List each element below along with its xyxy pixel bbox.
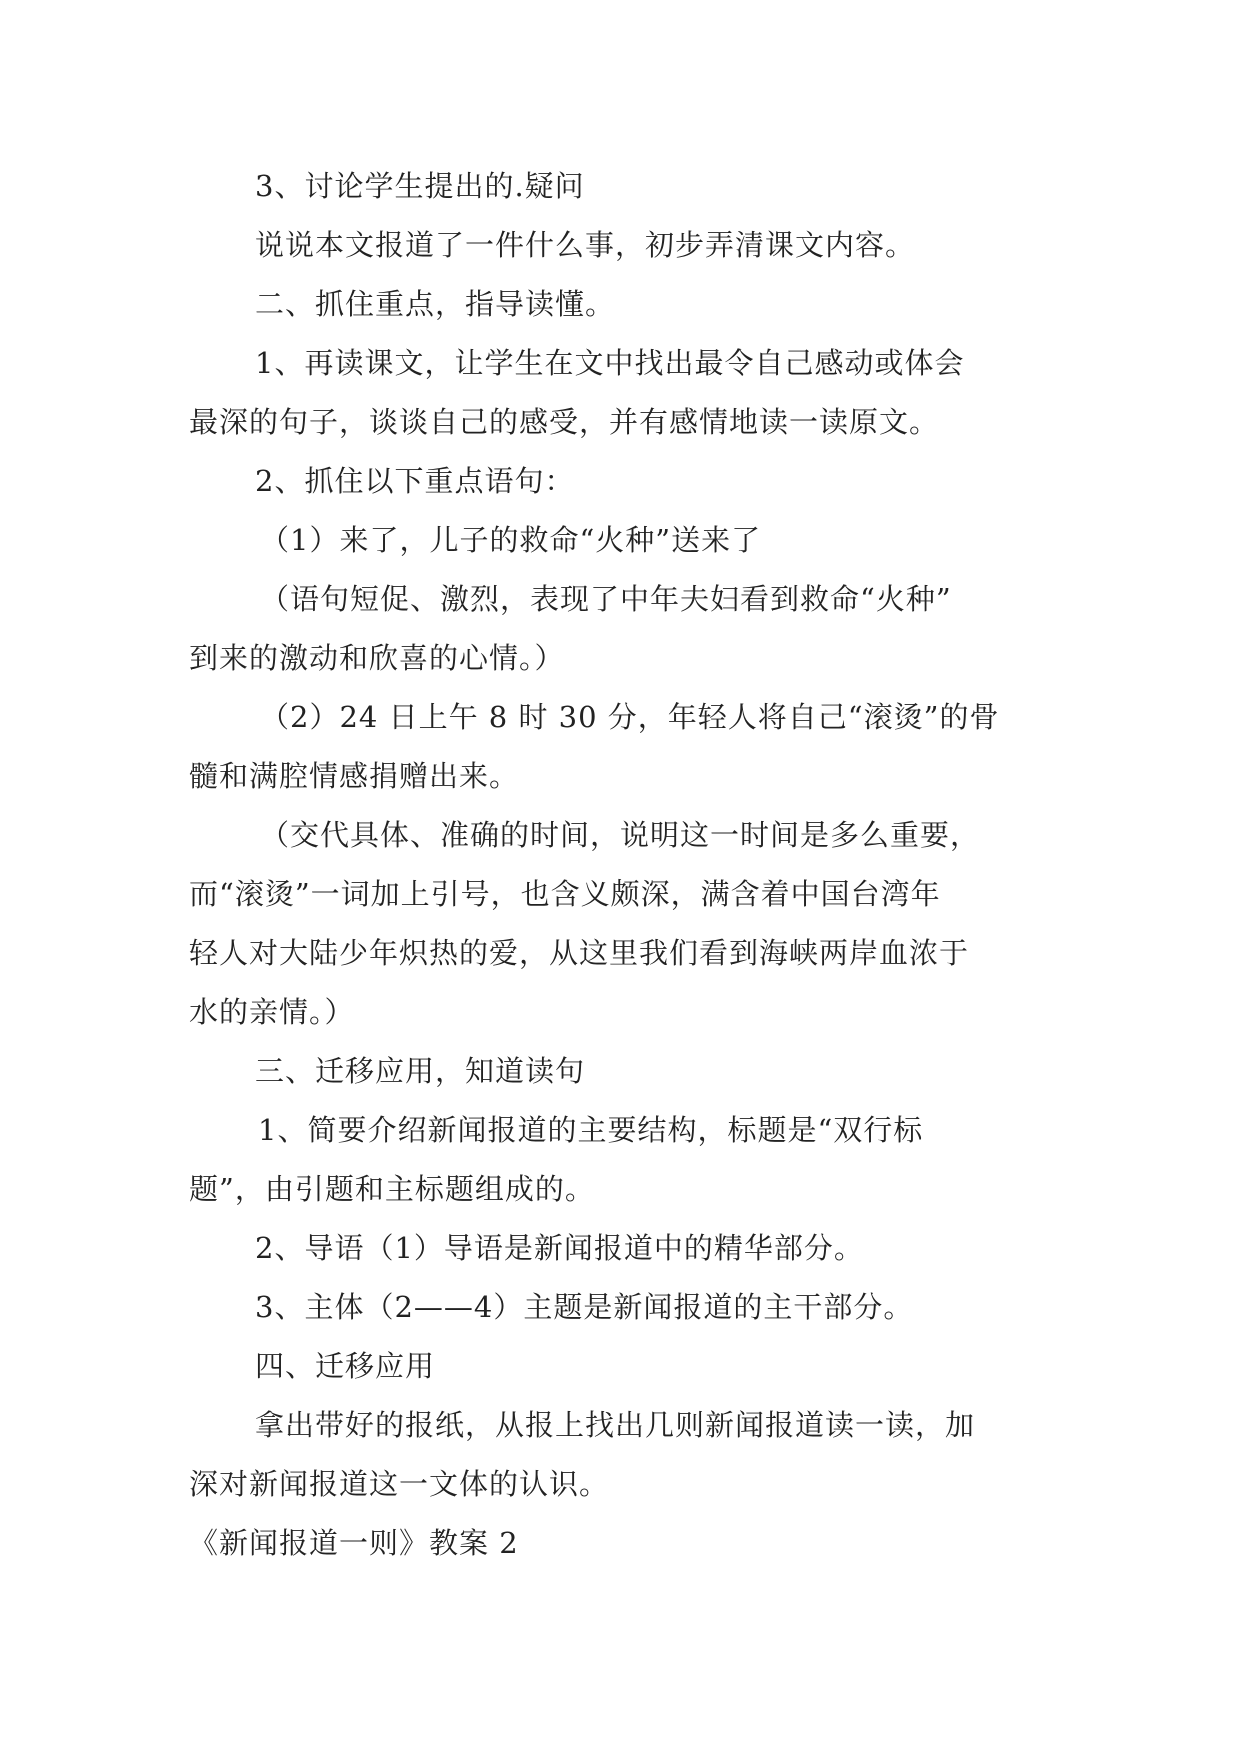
paragraph-continuation: 水的亲情。）	[189, 995, 355, 1029]
list-item-reread: 1、再读课文，让学生在文中找出最令自己感动或体会	[255, 346, 965, 380]
paragraph-continuation: 轻人对大陆少年炽热的爱，从这里我们看到海峡两岸血浓于	[189, 936, 970, 970]
list-item-lead: 2、导语（1）导语是新闻报道中的精华部分。	[255, 1231, 864, 1265]
paragraph-continuation: 最深的句子，谈谈自己的感受，并有感情地读一读原文。	[189, 405, 940, 439]
paragraph-summary: 说说本文报道了一件什么事，初步弄清课文内容。	[255, 228, 916, 262]
list-item-body: 3、主体（2——4）主题是新闻报道的主干部分。	[255, 1290, 914, 1324]
paragraph-continuation: 深对新闻报道这一文体的认识。	[189, 1467, 610, 1501]
paragraph-continuation: 而“滚烫”一词加上引号，也含义颇深，满含着中国台湾年	[189, 877, 941, 911]
paragraph-continuation: 髓和满腔情感捐赠出来。	[189, 759, 520, 793]
list-item-discuss-questions: 3、讨论学生提出的.疑问	[255, 169, 585, 203]
quote-sentence-2: （2）24 日上午 8 时 30 分，年轻人将自己“滚烫”的骨	[260, 700, 1000, 734]
paragraph-newspaper: 拿出带好的报纸，从报上找出几则新闻报道读一读，加	[255, 1408, 976, 1442]
note-sentence-1: （语句短促、激烈，表现了中年夫妇看到救命“火种”	[260, 582, 952, 616]
document-title-next: 《新闻报道一则》教案 2	[189, 1526, 519, 1560]
section-heading-2: 二、抓住重点，指导读懂。	[255, 287, 616, 321]
section-heading-3: 三、迁移应用，知道读句	[255, 1054, 586, 1088]
note-sentence-2: （交代具体、准确的时间，说明这一时间是多么重要，	[260, 818, 981, 852]
list-item-key-sentences: 2、抓住以下重点语句：	[255, 464, 575, 498]
paragraph-continuation: 到来的激动和欣喜的心情。）	[189, 641, 565, 675]
quote-sentence-1: （1）来了，儿子的救命“火种”送来了	[260, 523, 762, 557]
list-item-structure: 1、简要介绍新闻报道的主要结构，标题是“双行标	[258, 1113, 924, 1147]
section-heading-4: 四、迁移应用	[255, 1349, 436, 1383]
paragraph-continuation: 题”，由引题和主标题组成的。	[189, 1172, 595, 1206]
